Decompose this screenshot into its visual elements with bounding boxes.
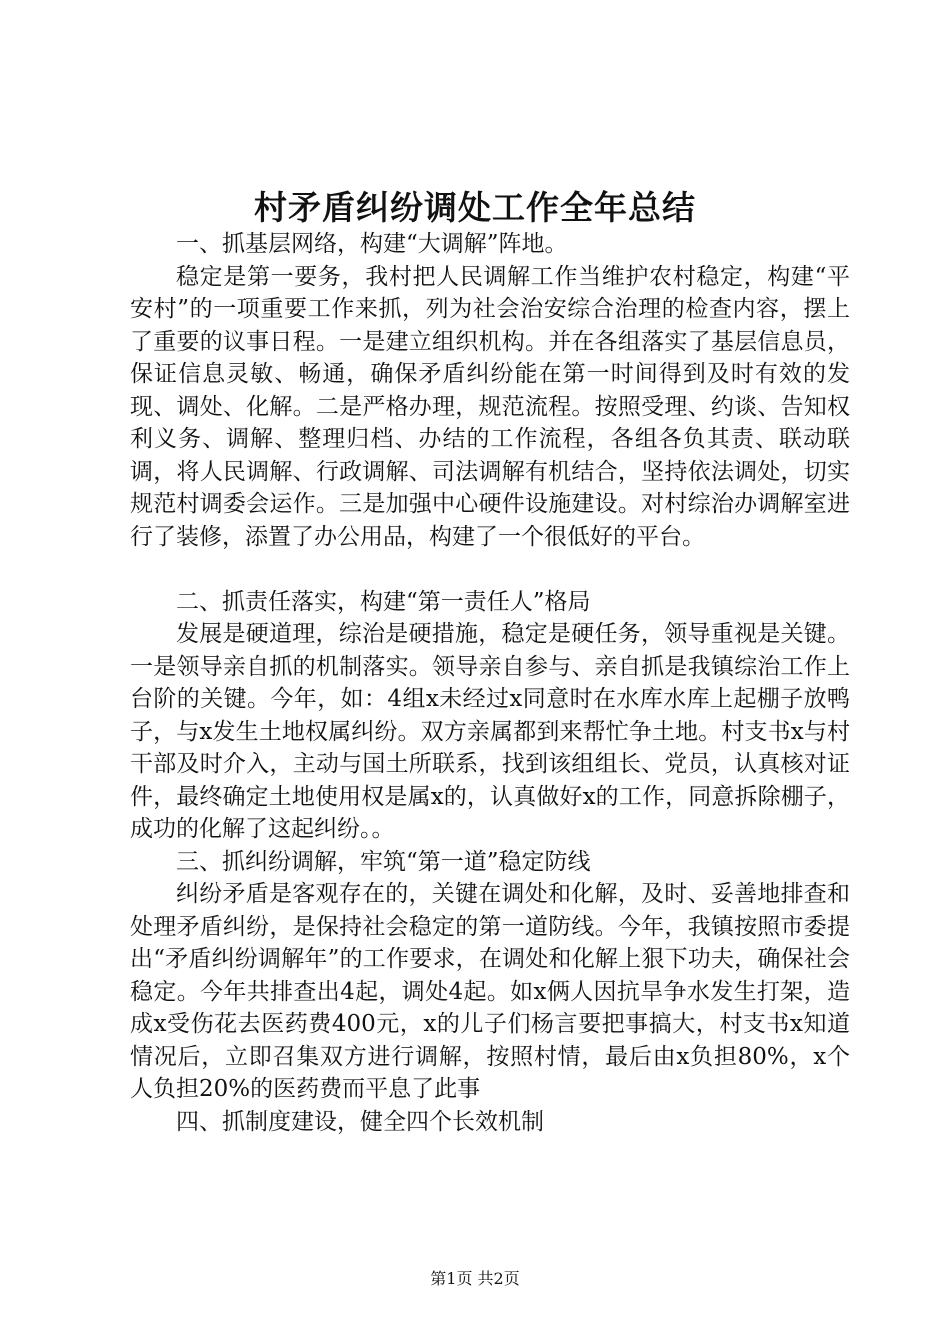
section-heading-2: 二、抓责任落实，构建“第一责任人”格局 [176,588,591,615]
section-paragraph-2: 发展是硬道理，综治是硬措施，稳定是硬任务，领导重视是关键。一是领导亲自抓的机制落实。领导亲自参与、亲自抓是我镇综治工作上台阶的关键。今年，如：4组x未经过x同意时在水库水库上起棚子放鸭子，与x发生土地权属纠纷。双方亲属都到来帮忙争土地。村支书x与村干部及时介入，主动与国土所联系，找到该组组长、党员，认真核对证件，最终确定土地使用权是属x的，认真做好x的工作，同意拆除棚子，成功的化解了这起纠纷。。 [130,621,850,842]
paragraph-spacer [130,553,850,586]
section-paragraph-1: 稳定是第一要务，我村把人民调解工作当维护农村稳定，构建“平安村”的一项重要工作来抓，列为社会治安综合治理的检查内容，摆上了重要的议事日程。一是建立组织机构。并在各组落实了基层信息员，保证信息灵敏、畅通，确保矛盾纠纷能在第一时间得到及时有效的发现、调处、化解。二是严格办理，规范流程。按照受理、约谈、告知权利义务、调解、整理归档、办结的工作流程，各组各负其责、联动联调，将人民调解、行政调解、司法调解有机结合，坚持依法调处，切实规范村调委会运作。三是加强中心硬件设施建设。对村综治办调解室进行了装修，添置了办公用品，构建了一个很低好的平台。 [130,263,850,550]
section-paragraph-3: 纠纷矛盾是客观存在的，关键在调处和化解，及时、妥善地排查和处理矛盾纠纷，是保持社会稳定的第一道防线。今年，我镇按照市委提出“矛盾纠纷调解年”的工作要求，在调处和化解上狠下功夫，确保社会稳定。今年共排查出4起，调处4起。如x俩人因抗旱争水发生打架，造成x受伤花去医药费400元，x的儿子们杨言要把事搞大，村支书x知道情况后，立即召集双方进行调解，按照村情，最后由x负担80%，x个人负担20%的医药费而平息了此事 [130,881,850,1102]
section-heading-4: 四、抓制度建设，健全四个长效机制 [176,1108,544,1135]
section-heading-3: 三、抓纠纷调解，牢筑“第一道”稳定防线 [176,848,591,875]
page-title: 村矛盾纠纷调处工作全年总结 [254,188,696,227]
document-body [130,228,850,1138]
page-footer: 第1页 共2页 [430,1269,520,1288]
section-heading-1: 一、抓基层网络，构建“大调解”阵地。 [176,231,568,257]
